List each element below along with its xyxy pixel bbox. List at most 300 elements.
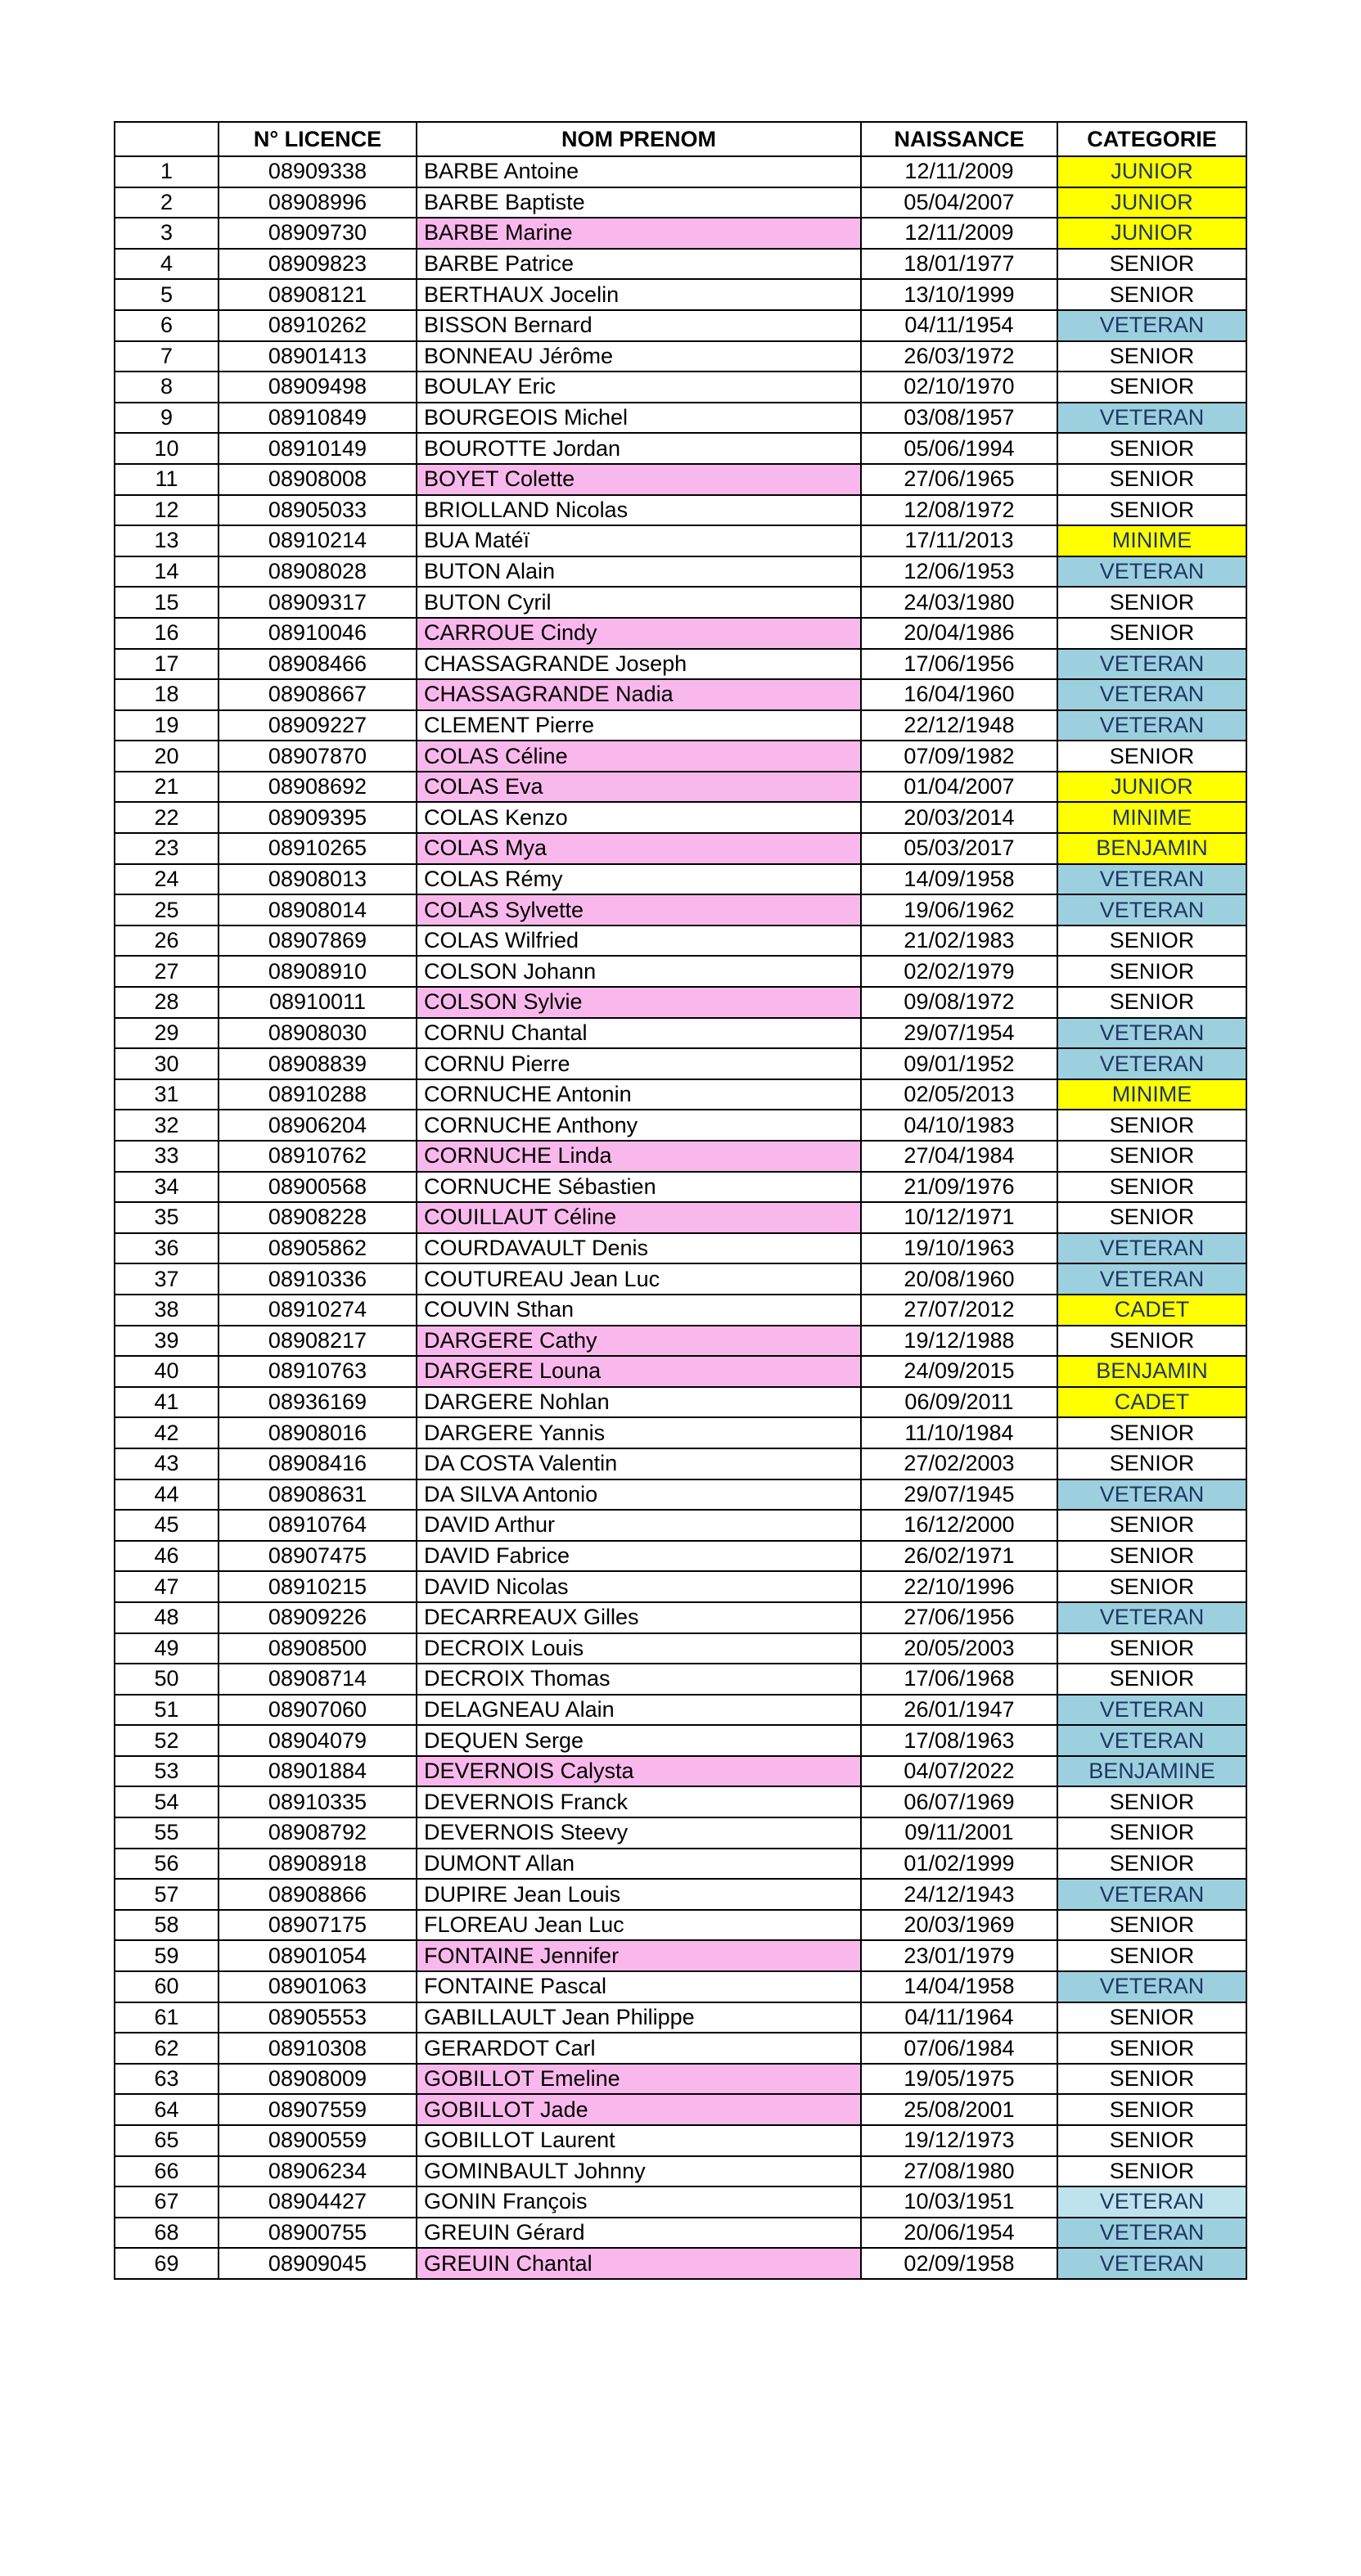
name-cell: GREUIN Chantal bbox=[417, 2248, 861, 2279]
name-cell: CORNUCHE Sébastien bbox=[417, 1172, 861, 1203]
row-number: 61 bbox=[115, 2002, 219, 2033]
name-cell: DA SILVA Antonio bbox=[417, 1479, 861, 1511]
category-cell: SENIOR bbox=[1057, 2033, 1246, 2064]
category-cell: VETERAN bbox=[1057, 2218, 1246, 2249]
birthdate-cell: 12/11/2009 bbox=[861, 218, 1057, 249]
licence-cell: 08910335 bbox=[219, 1786, 417, 1817]
birthdate-cell: 02/05/2013 bbox=[861, 1079, 1057, 1110]
table-row bbox=[115, 1849, 1246, 1880]
table-row bbox=[115, 2094, 1246, 2125]
licence-cell: 08910215 bbox=[219, 1571, 417, 1602]
table-row bbox=[115, 372, 1246, 403]
category-cell: VETERAN bbox=[1057, 1479, 1246, 1511]
licence-cell: 08904427 bbox=[219, 2186, 417, 2218]
birthdate-cell: 29/07/1954 bbox=[861, 1018, 1057, 1049]
table-row bbox=[115, 925, 1246, 957]
table-row bbox=[115, 187, 1246, 218]
birthdate-cell: 16/12/2000 bbox=[861, 1510, 1057, 1541]
row-number: 47 bbox=[115, 1571, 219, 1602]
birthdate-cell: 20/03/1969 bbox=[861, 1910, 1057, 1941]
name-cell: DECARREAUX Gilles bbox=[417, 1602, 861, 1633]
name-cell: DECROIX Louis bbox=[417, 1633, 861, 1664]
licence-cell: 08908416 bbox=[219, 1448, 417, 1479]
row-number: 4 bbox=[115, 249, 219, 280]
table-row bbox=[115, 1633, 1246, 1664]
row-number: 52 bbox=[115, 1725, 219, 1756]
name-cell: BOURGEOIS Michel bbox=[417, 403, 861, 434]
category-cell: VETERAN bbox=[1057, 2248, 1246, 2279]
name-cell: DEQUEN Serge bbox=[417, 1725, 861, 1756]
birthdate-cell: 19/12/1988 bbox=[861, 1326, 1057, 1357]
table-row bbox=[115, 2186, 1246, 2218]
name-cell: COURDAVAULT Denis bbox=[417, 1233, 861, 1264]
birthdate-cell: 20/08/1960 bbox=[861, 1263, 1057, 1295]
birthdate-cell: 09/11/2001 bbox=[861, 1817, 1057, 1849]
birthdate-cell: 04/07/2022 bbox=[861, 1756, 1057, 1787]
category-cell: VETERAN bbox=[1057, 864, 1246, 895]
row-number: 60 bbox=[115, 1971, 219, 2002]
name-cell: BOUROTTE Jordan bbox=[417, 433, 861, 464]
table-row bbox=[115, 1602, 1246, 1633]
birthdate-cell: 12/11/2009 bbox=[861, 156, 1057, 187]
row-number: 32 bbox=[115, 1110, 219, 1141]
name-cell: COLAS Rémy bbox=[417, 864, 861, 895]
table-row bbox=[115, 1910, 1246, 1941]
licence-cell: 08908016 bbox=[219, 1417, 417, 1448]
category-cell: SENIOR bbox=[1057, 925, 1246, 957]
table-row bbox=[115, 1048, 1246, 1079]
licence-cell: 08906204 bbox=[219, 1110, 417, 1141]
table-row bbox=[115, 341, 1246, 372]
name-cell: CORNUCHE Anthony bbox=[417, 1110, 861, 1141]
birthdate-cell: 09/01/1952 bbox=[861, 1048, 1057, 1079]
name-cell: CARROUE Cindy bbox=[417, 618, 861, 649]
name-cell: FLOREAU Jean Luc bbox=[417, 1910, 861, 1941]
licence-cell: 08901884 bbox=[219, 1756, 417, 1787]
table-row bbox=[115, 649, 1246, 680]
licence-cell: 08909730 bbox=[219, 218, 417, 249]
licence-cell: 08901413 bbox=[219, 341, 417, 372]
birthdate-cell: 16/04/1960 bbox=[861, 679, 1057, 710]
row-number: 2 bbox=[115, 187, 219, 218]
name-cell: COUILLAUT Céline bbox=[417, 1202, 861, 1233]
table-row bbox=[115, 1756, 1246, 1787]
table-row bbox=[115, 556, 1246, 588]
table-row bbox=[115, 310, 1246, 341]
licence-cell: 08908121 bbox=[219, 279, 417, 310]
table-row bbox=[115, 956, 1246, 987]
row-number: 68 bbox=[115, 2218, 219, 2249]
name-cell: FONTAINE Pascal bbox=[417, 1971, 861, 2002]
category-cell: VETERAN bbox=[1057, 710, 1246, 741]
category-cell: SENIOR bbox=[1057, 1510, 1246, 1541]
category-cell: VETERAN bbox=[1057, 2186, 1246, 2218]
row-number: 38 bbox=[115, 1295, 219, 1326]
category-cell: JUNIOR bbox=[1057, 218, 1246, 249]
name-cell: CORNU Pierre bbox=[417, 1048, 861, 1079]
birthdate-cell: 20/03/2014 bbox=[861, 802, 1057, 833]
licence-cell: 08909395 bbox=[219, 802, 417, 833]
birthdate-cell: 10/03/1951 bbox=[861, 2186, 1057, 2218]
row-number: 27 bbox=[115, 956, 219, 987]
birthdate-cell: 03/08/1957 bbox=[861, 403, 1057, 434]
name-cell: BARBE Patrice bbox=[417, 249, 861, 280]
row-number: 6 bbox=[115, 310, 219, 341]
category-cell: SENIOR bbox=[1057, 2125, 1246, 2156]
name-cell: DEVERNOIS Franck bbox=[417, 1786, 861, 1817]
name-cell: BARBE Antoine bbox=[417, 156, 861, 187]
licence-cell: 08908714 bbox=[219, 1664, 417, 1695]
header-category: CATEGORIE bbox=[1057, 122, 1246, 156]
licence-cell: 08907060 bbox=[219, 1695, 417, 1726]
name-cell: COLAS Kenzo bbox=[417, 802, 861, 833]
birthdate-cell: 27/06/1956 bbox=[861, 1602, 1057, 1633]
birthdate-cell: 07/09/1982 bbox=[861, 741, 1057, 772]
row-number: 15 bbox=[115, 587, 219, 618]
table-row bbox=[115, 403, 1246, 434]
category-cell: VETERAN bbox=[1057, 310, 1246, 341]
birthdate-cell: 19/12/1973 bbox=[861, 2125, 1057, 2156]
row-number: 17 bbox=[115, 649, 219, 680]
licence-cell: 08908014 bbox=[219, 894, 417, 925]
category-cell: VETERAN bbox=[1057, 1018, 1246, 1049]
row-number: 62 bbox=[115, 2033, 219, 2064]
table-row bbox=[115, 1202, 1246, 1233]
licence-cell: 08900568 bbox=[219, 1172, 417, 1203]
licence-cell: 08936169 bbox=[219, 1387, 417, 1418]
row-number: 3 bbox=[115, 218, 219, 249]
table-row bbox=[115, 495, 1246, 526]
licence-cell: 08910149 bbox=[219, 433, 417, 464]
birthdate-cell: 17/08/1963 bbox=[861, 1725, 1057, 1756]
category-cell: SENIOR bbox=[1057, 2156, 1246, 2187]
row-number: 24 bbox=[115, 864, 219, 895]
birthdate-cell: 14/04/1958 bbox=[861, 1971, 1057, 2002]
birthdate-cell: 19/05/1975 bbox=[861, 2064, 1057, 2095]
birthdate-cell: 23/01/1979 bbox=[861, 1940, 1057, 1971]
category-cell: JUNIOR bbox=[1057, 187, 1246, 218]
category-cell: SENIOR bbox=[1057, 341, 1246, 372]
licence-cell: 08908996 bbox=[219, 187, 417, 218]
row-number: 13 bbox=[115, 525, 219, 556]
row-number: 33 bbox=[115, 1141, 219, 1172]
category-cell: VETERAN bbox=[1057, 1879, 1246, 1910]
table-row bbox=[115, 2218, 1246, 2249]
table-row bbox=[115, 987, 1246, 1018]
category-cell: BENJAMINE bbox=[1057, 1756, 1246, 1787]
birthdate-cell: 22/12/1948 bbox=[861, 710, 1057, 741]
name-cell: DAVID Nicolas bbox=[417, 1571, 861, 1602]
category-cell: MINIME bbox=[1057, 525, 1246, 556]
table-row bbox=[115, 1079, 1246, 1110]
birthdate-cell: 21/02/1983 bbox=[861, 925, 1057, 957]
row-number: 8 bbox=[115, 372, 219, 403]
category-cell: VETERAN bbox=[1057, 1048, 1246, 1079]
licence-cell: 08900755 bbox=[219, 2218, 417, 2249]
row-number: 57 bbox=[115, 1879, 219, 1910]
birthdate-cell: 27/06/1965 bbox=[861, 464, 1057, 495]
header-birthdate: NAISSANCE bbox=[861, 122, 1057, 156]
licence-cell: 08905553 bbox=[219, 2002, 417, 2033]
category-cell: SENIOR bbox=[1057, 1633, 1246, 1664]
table-row bbox=[115, 587, 1246, 618]
category-cell: SENIOR bbox=[1057, 1849, 1246, 1880]
table-row bbox=[115, 802, 1246, 833]
table-row bbox=[115, 618, 1246, 649]
row-number: 14 bbox=[115, 556, 219, 588]
category-cell: SENIOR bbox=[1057, 279, 1246, 310]
name-cell: DECROIX Thomas bbox=[417, 1664, 861, 1695]
row-number: 64 bbox=[115, 2094, 219, 2125]
table-row bbox=[115, 249, 1246, 280]
licence-cell: 08908500 bbox=[219, 1633, 417, 1664]
birthdate-cell: 04/11/1964 bbox=[861, 2002, 1057, 2033]
category-cell: SENIOR bbox=[1057, 1940, 1246, 1971]
birthdate-cell: 04/11/1954 bbox=[861, 310, 1057, 341]
row-number: 43 bbox=[115, 1448, 219, 1479]
name-cell: DARGERE Louna bbox=[417, 1356, 861, 1387]
members-table bbox=[114, 121, 1247, 2280]
row-number: 55 bbox=[115, 1817, 219, 1849]
row-number: 7 bbox=[115, 341, 219, 372]
name-cell: DARGERE Nohlan bbox=[417, 1387, 861, 1418]
name-cell: GERARDOT Carl bbox=[417, 2033, 861, 2064]
licence-cell: 08910288 bbox=[219, 1079, 417, 1110]
licence-cell: 08909338 bbox=[219, 156, 417, 187]
table-row bbox=[115, 2125, 1246, 2156]
table-row bbox=[115, 1295, 1246, 1326]
category-cell: SENIOR bbox=[1057, 1110, 1246, 1141]
licence-cell: 08910308 bbox=[219, 2033, 417, 2064]
birthdate-cell: 06/07/1969 bbox=[861, 1786, 1057, 1817]
category-cell: VETERAN bbox=[1057, 1971, 1246, 2002]
birthdate-cell: 02/10/1970 bbox=[861, 372, 1057, 403]
licence-cell: 08908918 bbox=[219, 1849, 417, 1880]
category-cell: SENIOR bbox=[1057, 987, 1246, 1018]
row-number: 22 bbox=[115, 802, 219, 833]
row-number: 51 bbox=[115, 1695, 219, 1726]
category-cell: SENIOR bbox=[1057, 1417, 1246, 1448]
name-cell: DUMONT Allan bbox=[417, 1849, 861, 1880]
row-number: 59 bbox=[115, 1940, 219, 1971]
licence-cell: 08908910 bbox=[219, 956, 417, 987]
row-number: 40 bbox=[115, 1356, 219, 1387]
name-cell: CORNU Chantal bbox=[417, 1018, 861, 1049]
category-cell: MINIME bbox=[1057, 802, 1246, 833]
licence-cell: 08908466 bbox=[219, 649, 417, 680]
name-cell: GOBILLOT Emeline bbox=[417, 2064, 861, 2095]
name-cell: COLAS Eva bbox=[417, 772, 861, 803]
table-row bbox=[115, 1786, 1246, 1817]
licence-cell: 08910011 bbox=[219, 987, 417, 1018]
row-number: 39 bbox=[115, 1326, 219, 1357]
birthdate-cell: 05/03/2017 bbox=[861, 833, 1057, 864]
birthdate-cell: 12/06/1953 bbox=[861, 556, 1057, 588]
licence-cell: 08908667 bbox=[219, 679, 417, 710]
licence-cell: 08910046 bbox=[219, 618, 417, 649]
name-cell: DARGERE Yannis bbox=[417, 1417, 861, 1448]
row-number: 29 bbox=[115, 1018, 219, 1049]
birthdate-cell: 05/06/1994 bbox=[861, 433, 1057, 464]
table-row bbox=[115, 1510, 1246, 1541]
licence-cell: 08909498 bbox=[219, 372, 417, 403]
birthdate-cell: 04/10/1983 bbox=[861, 1110, 1057, 1141]
row-number: 63 bbox=[115, 2064, 219, 2095]
birthdate-cell: 24/03/1980 bbox=[861, 587, 1057, 618]
name-cell: GOBILLOT Jade bbox=[417, 2094, 861, 2125]
birthdate-cell: 27/04/1984 bbox=[861, 1141, 1057, 1172]
licence-cell: 08909823 bbox=[219, 249, 417, 280]
row-number: 21 bbox=[115, 772, 219, 803]
category-cell: VETERAN bbox=[1057, 679, 1246, 710]
category-cell: SENIOR bbox=[1057, 1448, 1246, 1479]
row-number: 28 bbox=[115, 987, 219, 1018]
row-number: 19 bbox=[115, 710, 219, 741]
row-number: 20 bbox=[115, 741, 219, 772]
name-cell: CHASSAGRANDE Nadia bbox=[417, 679, 861, 710]
row-number: 16 bbox=[115, 618, 219, 649]
table-row bbox=[115, 218, 1246, 249]
table-row bbox=[115, 679, 1246, 710]
table-row bbox=[115, 1387, 1246, 1418]
birthdate-cell: 17/11/2013 bbox=[861, 525, 1057, 556]
table-row bbox=[115, 1971, 1246, 2002]
table-row bbox=[115, 1172, 1246, 1203]
birthdate-cell: 17/06/1956 bbox=[861, 649, 1057, 680]
table-row bbox=[115, 1326, 1246, 1357]
licence-cell: 08908028 bbox=[219, 556, 417, 588]
licence-cell: 08906234 bbox=[219, 2156, 417, 2187]
row-number: 11 bbox=[115, 464, 219, 495]
licence-cell: 08904079 bbox=[219, 1725, 417, 1756]
category-cell: JUNIOR bbox=[1057, 772, 1246, 803]
header-number bbox=[115, 122, 219, 156]
licence-cell: 08907869 bbox=[219, 925, 417, 957]
licence-cell: 08907475 bbox=[219, 1541, 417, 1572]
licence-cell: 08910336 bbox=[219, 1263, 417, 1295]
licence-cell: 08908030 bbox=[219, 1018, 417, 1049]
category-cell: SENIOR bbox=[1057, 2094, 1246, 2125]
licence-cell: 08910763 bbox=[219, 1356, 417, 1387]
birthdate-cell: 14/09/1958 bbox=[861, 864, 1057, 895]
row-number: 66 bbox=[115, 2156, 219, 2187]
name-cell: BRIOLLAND Nicolas bbox=[417, 495, 861, 526]
category-cell: VETERAN bbox=[1057, 649, 1246, 680]
table-row bbox=[115, 1141, 1246, 1172]
licence-cell: 08909317 bbox=[219, 587, 417, 618]
table-row bbox=[115, 741, 1246, 772]
category-cell: VETERAN bbox=[1057, 1725, 1246, 1756]
name-cell: DAVID Fabrice bbox=[417, 1541, 861, 1572]
table-row bbox=[115, 1664, 1246, 1695]
category-cell: MINIME bbox=[1057, 1079, 1246, 1110]
category-cell: VETERAN bbox=[1057, 1602, 1246, 1633]
name-cell: BERTHAUX Jocelin bbox=[417, 279, 861, 310]
licence-cell: 08910762 bbox=[219, 1141, 417, 1172]
table-row bbox=[115, 525, 1246, 556]
category-cell: SENIOR bbox=[1057, 1786, 1246, 1817]
birthdate-cell: 01/04/2007 bbox=[861, 772, 1057, 803]
category-cell: VETERAN bbox=[1057, 1263, 1246, 1295]
licence-cell: 08907559 bbox=[219, 2094, 417, 2125]
row-number: 53 bbox=[115, 1756, 219, 1787]
licence-cell: 08905862 bbox=[219, 1233, 417, 1264]
name-cell: COLAS Wilfried bbox=[417, 925, 861, 957]
birthdate-cell: 06/09/2011 bbox=[861, 1387, 1057, 1418]
licence-cell: 08909045 bbox=[219, 2248, 417, 2279]
table-row bbox=[115, 1263, 1246, 1295]
category-cell: VETERAN bbox=[1057, 1695, 1246, 1726]
category-cell: SENIOR bbox=[1057, 587, 1246, 618]
birthdate-cell: 05/04/2007 bbox=[861, 187, 1057, 218]
row-number: 50 bbox=[115, 1664, 219, 1695]
category-cell: JUNIOR bbox=[1057, 156, 1246, 187]
category-cell: SENIOR bbox=[1057, 1571, 1246, 1602]
birthdate-cell: 19/06/1962 bbox=[861, 894, 1057, 925]
birthdate-cell: 18/01/1977 bbox=[861, 249, 1057, 280]
category-cell: SENIOR bbox=[1057, 1172, 1246, 1203]
category-cell: SENIOR bbox=[1057, 433, 1246, 464]
name-cell: GABILLAULT Jean Philippe bbox=[417, 2002, 861, 2033]
name-cell: COUTUREAU Jean Luc bbox=[417, 1263, 861, 1295]
table-row bbox=[115, 833, 1246, 864]
table-row bbox=[115, 1110, 1246, 1141]
category-cell: BENJAMIN bbox=[1057, 1356, 1246, 1387]
row-number: 46 bbox=[115, 1541, 219, 1572]
name-cell: DAVID Arthur bbox=[417, 1510, 861, 1541]
row-number: 34 bbox=[115, 1172, 219, 1203]
birthdate-cell: 26/03/1972 bbox=[861, 341, 1057, 372]
name-cell: COLAS Mya bbox=[417, 833, 861, 864]
table-row bbox=[115, 1233, 1246, 1264]
birthdate-cell: 27/02/2003 bbox=[861, 1448, 1057, 1479]
licence-cell: 08908631 bbox=[219, 1479, 417, 1511]
table-row bbox=[115, 156, 1246, 187]
birthdate-cell: 17/06/1968 bbox=[861, 1664, 1057, 1695]
category-cell: VETERAN bbox=[1057, 556, 1246, 588]
licence-cell: 08910849 bbox=[219, 403, 417, 434]
row-number: 18 bbox=[115, 679, 219, 710]
birthdate-cell: 20/06/1954 bbox=[861, 2218, 1057, 2249]
table-row bbox=[115, 279, 1246, 310]
category-cell: VETERAN bbox=[1057, 894, 1246, 925]
name-cell: COUVIN Sthan bbox=[417, 1295, 861, 1326]
row-number: 49 bbox=[115, 1633, 219, 1664]
category-cell: SENIOR bbox=[1057, 249, 1246, 280]
row-number: 42 bbox=[115, 1417, 219, 1448]
birthdate-cell: 09/08/1972 bbox=[861, 987, 1057, 1018]
category-cell: SENIOR bbox=[1057, 1141, 1246, 1172]
name-cell: CLEMENT Pierre bbox=[417, 710, 861, 741]
name-cell: BUTON Cyril bbox=[417, 587, 861, 618]
name-cell: COLAS Sylvette bbox=[417, 894, 861, 925]
category-cell: SENIOR bbox=[1057, 1664, 1246, 1695]
birthdate-cell: 22/10/1996 bbox=[861, 1571, 1057, 1602]
table-row bbox=[115, 2002, 1246, 2033]
table-row bbox=[115, 464, 1246, 495]
licence-cell: 08907870 bbox=[219, 741, 417, 772]
name-cell: DELAGNEAU Alain bbox=[417, 1695, 861, 1726]
name-cell: BOULAY Eric bbox=[417, 372, 861, 403]
licence-cell: 08908228 bbox=[219, 1202, 417, 1233]
name-cell: CORNUCHE Antonin bbox=[417, 1079, 861, 1110]
name-cell: GONIN François bbox=[417, 2186, 861, 2218]
birthdate-cell: 21/09/1976 bbox=[861, 1172, 1057, 1203]
name-cell: BUA Matéï bbox=[417, 525, 861, 556]
row-number: 67 bbox=[115, 2186, 219, 2218]
table-row bbox=[115, 1695, 1246, 1726]
birthdate-cell: 20/05/2003 bbox=[861, 1633, 1057, 1664]
